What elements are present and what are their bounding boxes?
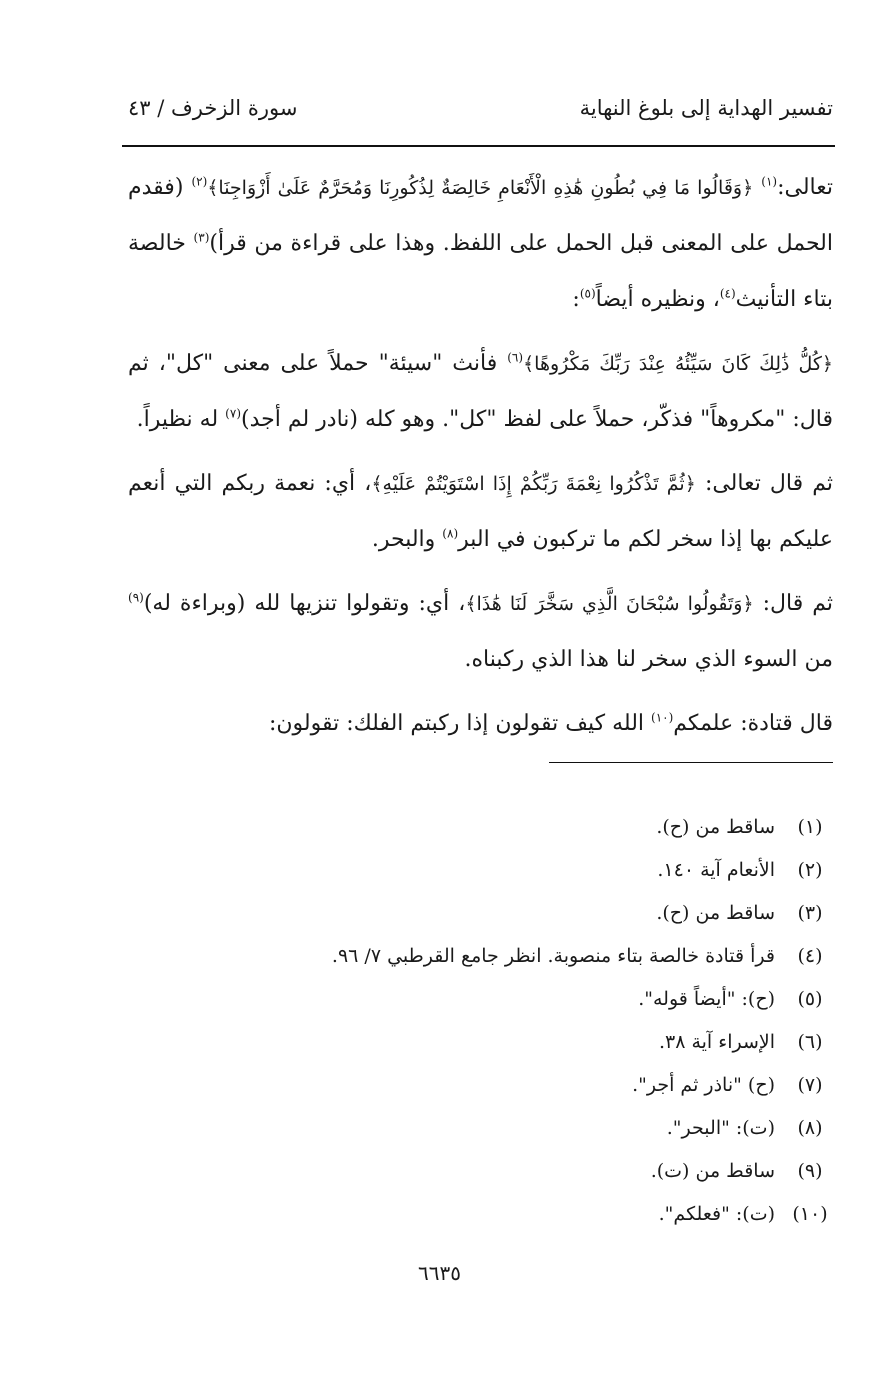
footnote-marker: (٧) xyxy=(225,406,241,421)
footnote-number: (٣) xyxy=(797,902,823,924)
footnote-item xyxy=(128,806,833,849)
footnote-item xyxy=(128,849,833,892)
book-title: تفسير الهداية إلى بلوغ النهاية xyxy=(579,96,833,120)
footnote-marker: (١) xyxy=(761,174,778,189)
footnote-text: ساقط من (ت). xyxy=(650,1160,775,1182)
quran-verse: ﴿كُلُّ ذَٰلِكَ كَانَ سَيِّئُهُ عِنْدَ رَبِّكَ مَكْرُوهًا﴾ xyxy=(523,353,834,375)
footnote-text: (ت): "فعلكم". xyxy=(658,1203,775,1225)
footnote-number: (١٠) xyxy=(792,1203,828,1225)
footnote-number: (٤) xyxy=(797,945,823,967)
footnote-number: (١) xyxy=(797,816,823,838)
footnotes xyxy=(128,806,833,1236)
footnote-item xyxy=(128,1064,833,1107)
footnote-text: (ح) "ناذر ثم أجر". xyxy=(632,1074,775,1096)
quran-verse: ﴿وَتَقُولُوا سُبْحَانَ الَّذِي سَخَّرَ لَنَا هَٰذَا﴾ xyxy=(465,593,754,615)
footnote-item xyxy=(128,1107,833,1150)
footnote-item xyxy=(128,1193,833,1236)
footnote-text: ساقط من (ح). xyxy=(656,816,775,838)
paragraph-4: ثم قال: ﴿وَتَقُولُوا سُبْحَانَ الَّذِي سَخَّرَ لَنَا هَٰذَا﴾، أي: وتقولوا تنزيها لله (وبراءة له)$^{(٩)}$ من السوء الذي سخر لنا هذا الذي ركبناه. xyxy=(128,590,834,672)
footnote-number: (٦) xyxy=(797,1031,823,1053)
footnote-number: (٩) xyxy=(797,1160,823,1182)
footnote-number: (٥) xyxy=(797,988,823,1010)
footnote-text: الأنعام آية ١٤٠. xyxy=(657,859,775,881)
footnote-item xyxy=(128,935,833,978)
footnote-marker: (٥) xyxy=(579,286,596,301)
footnote-marker: (٩) xyxy=(128,590,144,605)
footnote-text: (ح): "أيضاً قوله". xyxy=(638,988,775,1010)
quran-verse: ﴿ثُمَّ تَذْكُرُوا نِعْمَةَ رَبِّكُمْ إِذَا اسْتَوَيْتُمْ عَلَيْهِ﴾ xyxy=(371,473,696,495)
footnote-item xyxy=(128,978,833,1021)
footnote-marker: (٤) xyxy=(719,286,736,301)
footnote-number: (٢) xyxy=(797,859,823,881)
footnote-text: ساقط من (ح). xyxy=(656,902,775,924)
footnote-item xyxy=(128,892,833,935)
footnote-item xyxy=(128,1021,833,1064)
footnote-item xyxy=(128,1150,833,1193)
quran-verse: ﴿وَقَالُوا مَا فِي بُطُونِ هَٰذِهِ الْأَنْعَامِ خَالِصَةٌ لِذُكُورِنَا وَمُحَرَّمٌ عَلَىٰ أَزْوَاجِنَا﴾ xyxy=(207,177,754,199)
footnote-number: (٧) xyxy=(797,1074,823,1096)
footnote-marker: (٦) xyxy=(507,350,524,365)
footnote-marker: (٢) xyxy=(191,174,208,189)
paragraph-5: قال قتادة: علمكم$^{(١٠)}$ الله كيف تقولون إذا ركبتم الفلك: تقولون: xyxy=(268,710,833,736)
footnote-text: (ت): "البحر". xyxy=(666,1117,775,1139)
footnote-text: الإسراء آية ٣٨. xyxy=(658,1031,775,1053)
paragraph-1: تعالى:$^{(١)}$ ﴿وَقَالُوا مَا فِي بُطُونِ هَٰذِهِ الْأَنْعَامِ خَالِصَةٌ لِذُكُورِنَا وَمُحَرَّمٌ عَلَىٰ أَزْوَاجِنَا﴾$^{(٢)}$ (فقدم الحمل على المعنى قبل الحمل على اللفظ. وهذا على قراءة من قرأ)$^{(٣)}$ خالصة بتاء التأنيث$^{(٤)}$، ونظيره أيضاً$^{(٥)}$: xyxy=(128,174,834,312)
header-rule xyxy=(122,145,835,147)
paragraph-2: ﴿كُلُّ ذَٰلِكَ كَانَ سَيِّئُهُ عِنْدَ رَبِّكَ مَكْرُوهًا﴾$^{(٦)}$ فأنث "سيئة" حملاً على معنى "كل"، ثم قال: "مكروهاً" فذكّر، حملاً على لفظ "كل". وهو كله (نادر لم أجد)$^{(٧)}$ له نظيراً. xyxy=(128,350,834,432)
page-number: ٦٦٣٥ xyxy=(418,1261,461,1285)
running-header xyxy=(128,96,833,136)
footnote-text: قرأ قتادة خالصة بتاء منصوبة. انظر جامع القرطبي ٧/ ٩٦. xyxy=(331,945,775,967)
surah-reference: سورة الزخرف / ٤٣ xyxy=(128,96,298,120)
paragraph-3: ثم قال تعالى: ﴿ثُمَّ تَذْكُرُوا نِعْمَةَ رَبِّكُمْ إِذَا اسْتَوَيْتُمْ عَلَيْهِ﴾، أي: نعمة ربكم التي أنعم عليكم بها إذا سخر لكم ما تركبون في البر$^{(٨)}$ والبحر. xyxy=(128,471,833,552)
footnote-number: (٨) xyxy=(797,1117,823,1139)
footnote-marker: (٣) xyxy=(193,230,210,245)
footnote-rule xyxy=(549,762,833,763)
main-text xyxy=(128,160,833,760)
footnote-marker: (٨) xyxy=(442,526,459,541)
footnote-marker: (١٠) xyxy=(651,710,674,725)
